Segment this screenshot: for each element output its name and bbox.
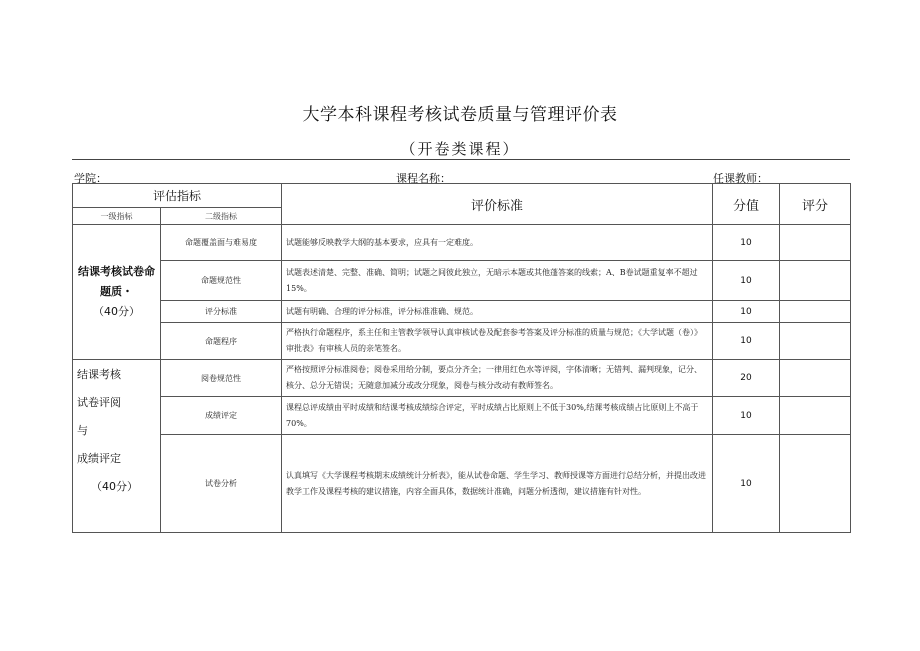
level1-group-proposition (73, 225, 161, 360)
level1-group-line: 与 (77, 424, 88, 437)
score-cell: 10 (713, 301, 780, 323)
criteria-cell: 试题能够反映教学大纲的基本要求，应具有一定难度。 (282, 225, 713, 261)
school-field-label: 学院： (74, 172, 107, 185)
page-title: 大学本科课程考核试卷质量与管理评价表 (302, 105, 618, 125)
criteria-cell: 试题有明确、合理的评分标准，评分标准准确、规范。 (282, 301, 713, 323)
teacher-field-label: 任课教师： (713, 172, 768, 185)
course-name-field-label: 课程名称： (396, 172, 451, 185)
page-subtitle: （开卷类课程） (400, 140, 520, 158)
table-row (73, 301, 851, 323)
level1-group-points: （40分） (93, 305, 140, 318)
level1-group-line: 成绩评定 (77, 452, 121, 465)
header-level2: 二级指标 (161, 208, 282, 225)
table-row (73, 225, 851, 261)
level2-cell: 评分标准 (161, 301, 282, 323)
level2-cell: 阅卷规范性 (161, 360, 282, 397)
criteria-cell: 严格执行命题程序，系主任和主管教学领导认真审核试卷及配套参考答案及评分标准的质量与规范；《大学试题（卷）》审批表》有审核人员的亲笔签名。 (282, 323, 713, 360)
score-cell: 10 (713, 261, 780, 301)
level2-cell: 成绩评定 (161, 397, 282, 435)
level1-group-grading (73, 360, 161, 533)
table-row (73, 261, 851, 301)
level1-group-line: 结课考核 (77, 368, 121, 381)
rating-cell[interactable] (780, 225, 851, 261)
level2-cell: 试卷分析 (161, 435, 282, 533)
level1-group-line: 试卷评阅 (77, 396, 121, 409)
rating-cell[interactable] (780, 397, 851, 435)
table-row (73, 435, 851, 533)
header-criteria: 评价标准 (282, 184, 713, 225)
rating-cell[interactable] (780, 261, 851, 301)
criteria-cell: 认真填写《大学课程考核期末成绩统计分析表》，能从试卷命题、学生学习、教师授课等方面进行总结分析，并提出改进教学工作及课程考核的建议措施，内容全面具体，数据统计准确，问题分析透彻，建议措施有针对性。 (282, 435, 713, 533)
header-rule (72, 159, 850, 160)
header-eval-index: 评估指标 (73, 184, 282, 208)
score-cell: 10 (713, 435, 780, 533)
score-cell: 20 (713, 360, 780, 397)
score-cell: 10 (713, 397, 780, 435)
table-row (73, 360, 851, 397)
rating-cell[interactable] (780, 301, 851, 323)
rating-cell[interactable] (780, 435, 851, 533)
header-score-value: 分值 (713, 184, 780, 225)
criteria-cell: 严格按照评分标准阅卷；阅卷采用给分制，要点分齐全；一律用红色水等评阅，字体清晰；无错判、漏判现象，记分、核分、总分无错误；无随意加减分或改分现象，阅卷与核分改动有教师签名。 (282, 360, 713, 397)
level1-group-name: 结课考核试卷命题质・ (78, 265, 155, 298)
score-cell: 10 (713, 323, 780, 360)
criteria-cell: 课程总评成绩由平时成绩和结课考核成绩综合评定，平时成绩占比原则上不低于30%,结课考核成绩占比原则上不高于70%。 (282, 397, 713, 435)
table-row (73, 397, 851, 435)
rating-cell[interactable] (780, 323, 851, 360)
rating-cell[interactable] (780, 360, 851, 397)
header-rating: 评分 (780, 184, 851, 225)
level1-group-points: （40分） (91, 480, 138, 493)
criteria-cell: 试题表述清楚、完整、准确、简明；试题之间彼此独立，无暗示本题或其他蓬答案的线索；A、B卷试题重复率不超过15%。 (282, 261, 713, 301)
level2-cell: 命题规范性 (161, 261, 282, 301)
level2-cell: 命题程序 (161, 323, 282, 360)
score-cell: 10 (713, 225, 780, 261)
table-row (73, 323, 851, 360)
header-level1: 一级指标 (73, 208, 161, 225)
evaluation-table (72, 183, 851, 533)
level2-cell: 命题覆盖面与难易度 (161, 225, 282, 261)
